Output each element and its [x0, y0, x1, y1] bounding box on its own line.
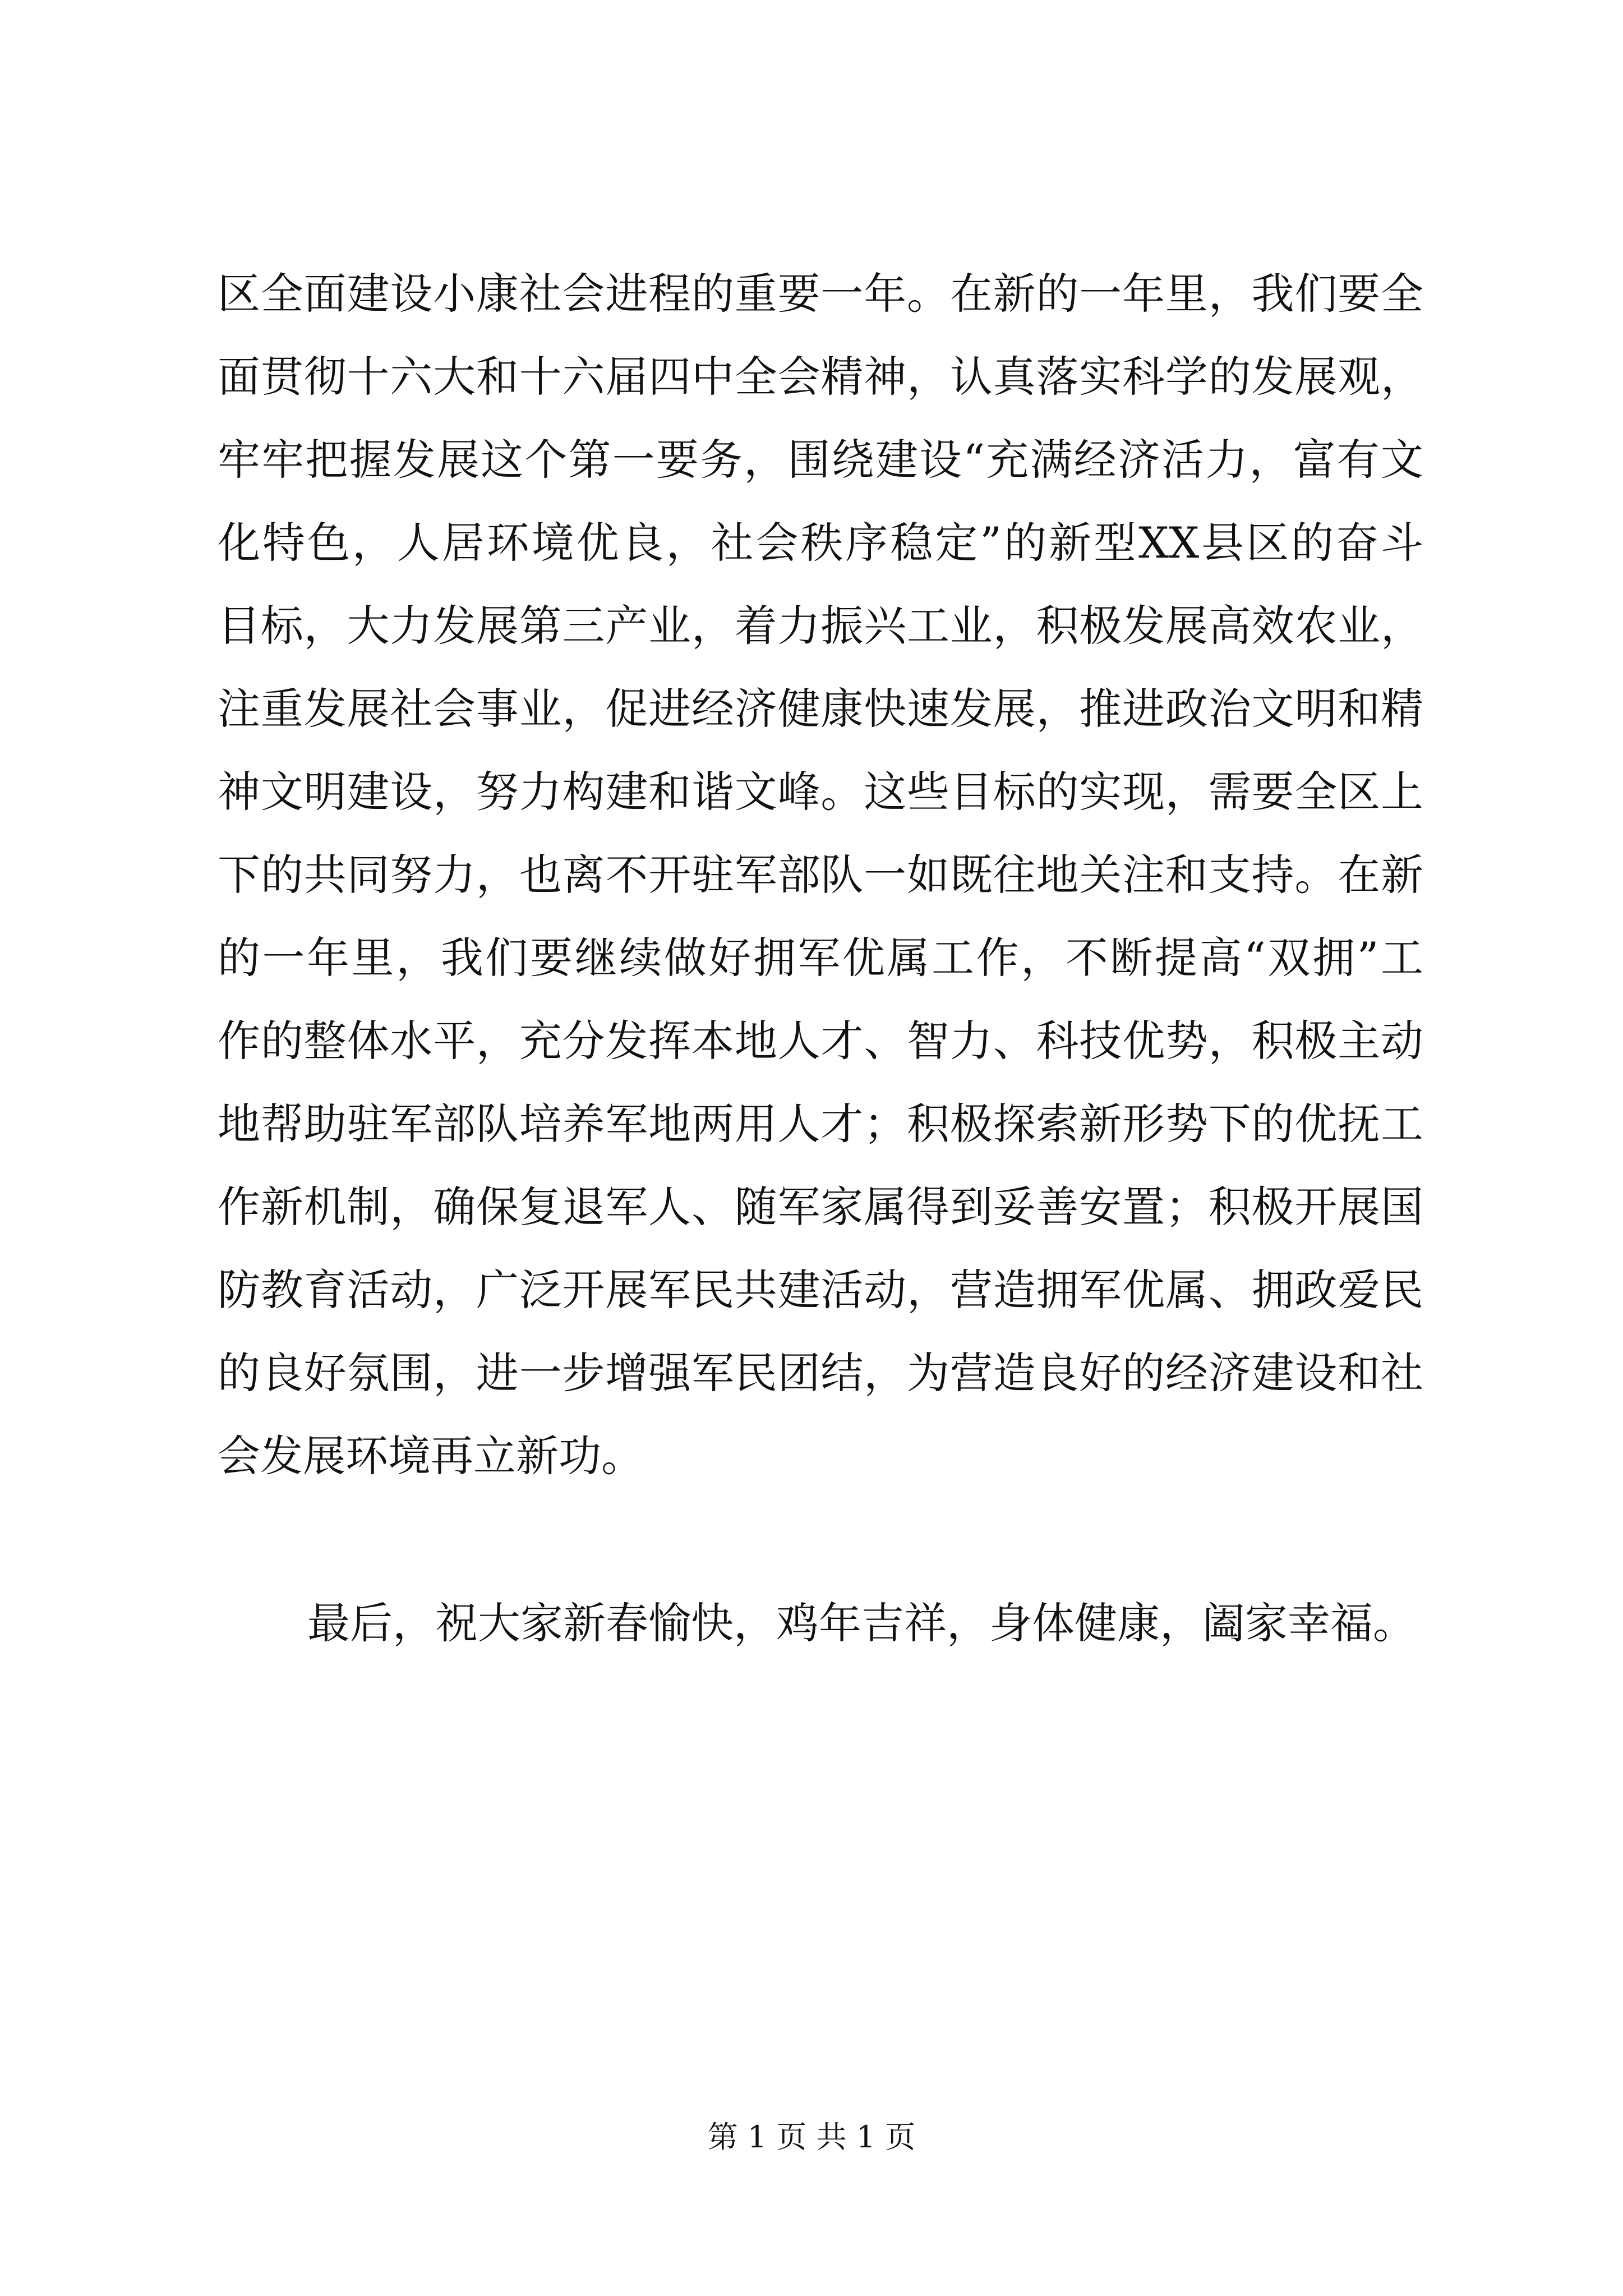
paragraph-line: 目标，大力发展第三产业，着力振兴工业，积极发展高效农业，	[218, 601, 1423, 651]
paragraph-line: 下的共同努力，也离不开驻军部队一如既往地关注和支持。在新	[218, 850, 1423, 900]
paragraph-line: 作的整体水平，充分发挥本地人才、智力、科技优势，积极主动	[218, 1016, 1423, 1066]
paragraph-line: 会发展环境再立新功。	[218, 1431, 644, 1481]
paragraph-line: 注重发展社会事业，促进经济健康快速发展，推进政治文明和精	[218, 684, 1423, 734]
paragraph-line: 面贯彻十六大和十六届四中全会精神，认真落实科学的发展观，	[218, 352, 1423, 402]
paragraph-line: 的一年里，我们要继续做好拥军优属工作，不断提高“双拥”工	[218, 933, 1423, 983]
paragraph-line: 神文明建设，努力构建和谐文峰。这些目标的实现，需要全区上	[218, 767, 1423, 817]
paragraph-line: 的良好氛围，进一步增强军民团结，为营造良好的经济建设和社	[218, 1348, 1423, 1398]
paragraph-line: 化特色，人居环境优良，社会秩序稳定”的新型XX县区的奋斗	[218, 518, 1423, 568]
page-number-footer: 第 1 页 共 1 页	[707, 2119, 916, 2155]
body-paragraph	[218, 252, 1423, 1498]
closing-paragraph: 最后，祝大家新春愉快，鸡年吉祥，身体健康，阖家幸福。	[307, 1598, 1415, 1648]
paragraph-line: 防教育活动，广泛开展军民共建活动，营造拥军优属、拥政爱民	[218, 1265, 1423, 1315]
paragraph-line: 作新机制，确保复退军人、随军家属得到妥善安置；积极开展国	[218, 1182, 1423, 1232]
paragraph-line: 区全面建设小康社会进程的重要一年。在新的一年里，我们要全	[218, 269, 1423, 319]
paragraph-line: 牢牢把握发展这个第一要务，围绕建设“充满经济活力，富有文	[218, 435, 1423, 485]
paragraph-line: 地帮助驻军部队培养军地两用人才；积极探索新形势下的优抚工	[218, 1099, 1423, 1149]
